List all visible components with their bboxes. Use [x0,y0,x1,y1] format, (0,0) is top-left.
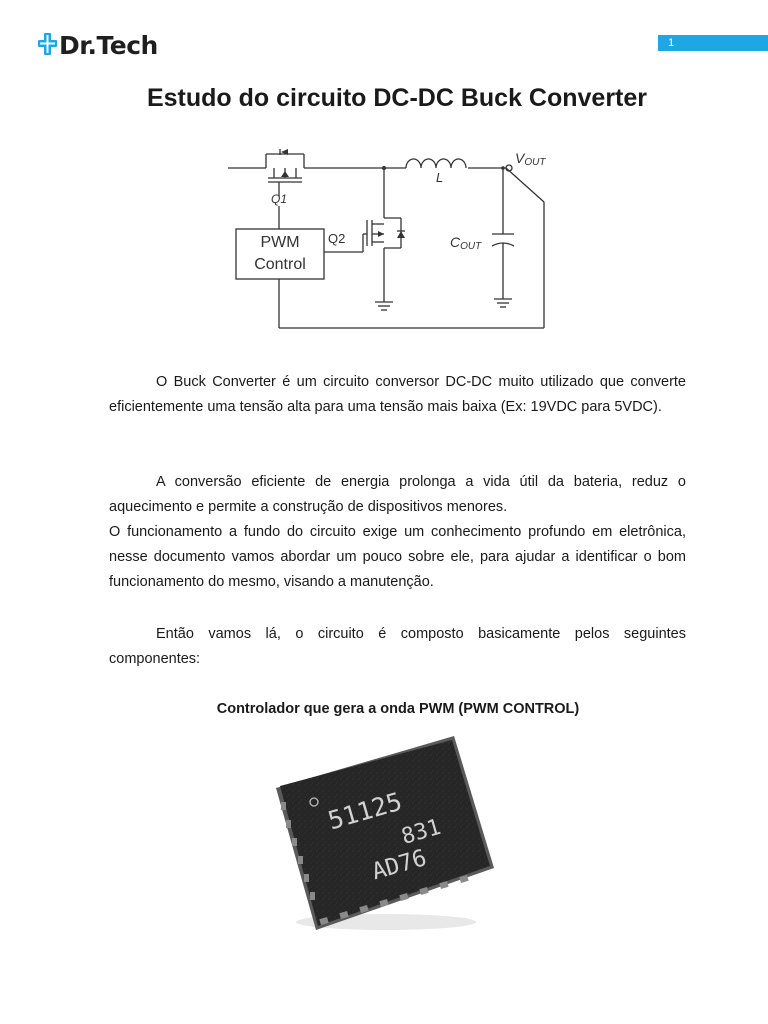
vout-label: VOUT [515,150,546,168]
chip-marking-line2: 831 [398,814,444,850]
chip-marking-line3: AD76 [369,845,430,886]
q2-mosfet [363,218,405,248]
chip-marking-line1: 51125 [324,786,406,836]
pwm-label-line2: Control [254,256,306,273]
logo-text: Dr.Tech [59,30,158,60]
paragraph-components: Então vamos lá, o circuito é composto basicamente pelos seguintes componentes: [109,626,686,667]
q1-label: Q1 [271,192,288,206]
medical-cross-icon [38,32,58,58]
q1-mosfet [266,149,304,196]
paragraph-intro: O Buck Converter é um circuito conversor DC-DC muito utilizado que converte eficientemente uma tensão alta para uma tensão mais baixa (Ex: 19VDC para 5VDC). [109,374,686,415]
pwm-controller-chip-image [268,736,498,936]
paragraph-scope: O funcionamento a fundo do circuito exige um conhecimento profundo em eletrônica, nesse documento vamos abordar um pouco sobre ele, para ajudar a identificar o bom funcionamento do mesmo, visando a manutenção. [109,524,686,590]
logo [38,30,158,60]
inductor [406,159,466,168]
inductor-label: L [436,170,444,185]
buck-converter-schematic [226,146,556,336]
component-caption: Controlador que gera a onda PWM (PWM CONTROL) [216,701,580,717]
q2-label: Q2 [328,231,346,246]
pwm-label-line1: PWM [260,234,300,251]
paragraph-efficiency: A conversão eficiente de energia prolonga a vida útil da bateria, reduz o aquecimento e permite a construção de dispositivos menores. [109,474,686,515]
cout-label: COUT [450,234,482,252]
page-number: 1 [658,35,768,51]
page-title: Estudo do circuito DC-DC Buck Converter [146,84,648,112]
